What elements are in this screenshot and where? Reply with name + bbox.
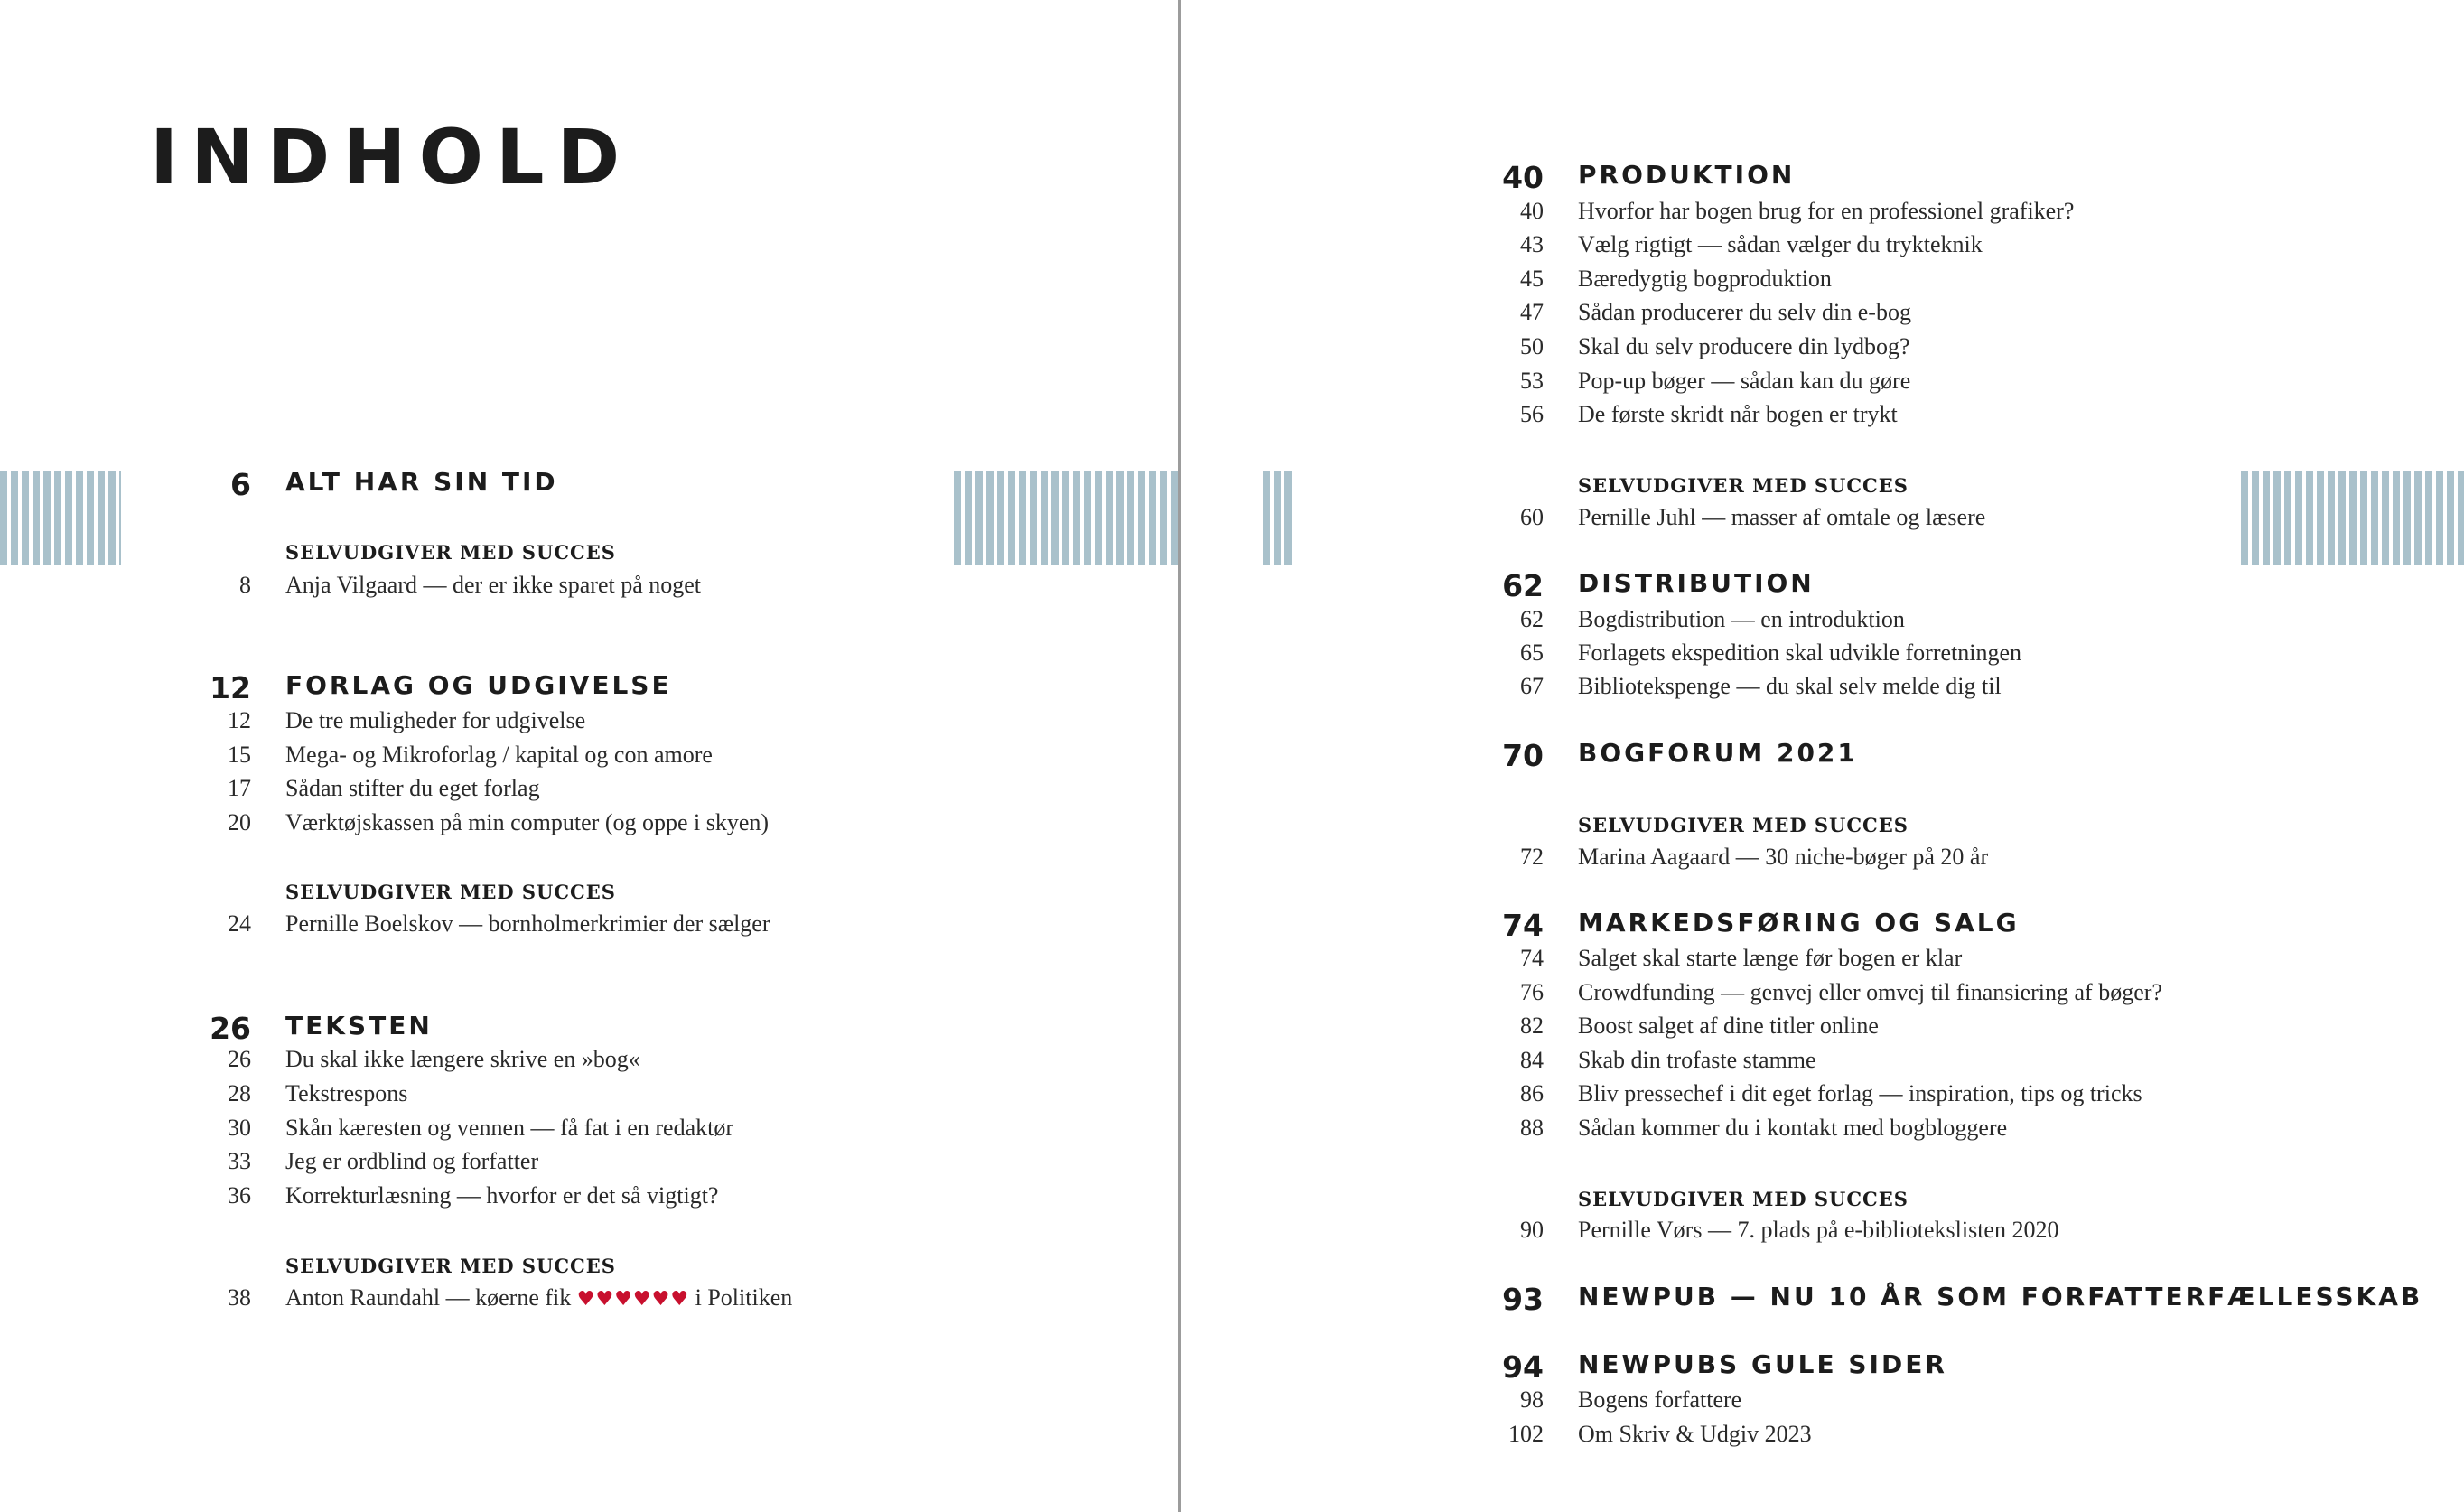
- entry-title: Mega- og Mikroforlag / kapital og con amore: [285, 742, 713, 768]
- entry-title: Bogens forfattere: [1578, 1386, 1742, 1413]
- toc-entry[interactable]: [1520, 333, 1910, 359]
- toc-entry[interactable]: [1520, 1217, 2059, 1243]
- spotlight-heading: SELVUDGIVER MED SUCCES: [285, 1255, 616, 1277]
- toc-entry[interactable]: [1520, 945, 1963, 971]
- entry-page-number: 45: [1520, 266, 1544, 292]
- toc-entry[interactable]: [228, 1046, 640, 1072]
- toc-entry[interactable]: [228, 1115, 734, 1141]
- entry-page-number: 15: [228, 742, 251, 768]
- toc-entry[interactable]: [1520, 606, 1905, 632]
- section-title: NEWPUB — NU 10 ÅR SOM FORFATTERFÆLLESSKAB: [1578, 1282, 2423, 1311]
- entry-title: Skån kæresten og vennen — få fat i en redaktør: [285, 1115, 734, 1141]
- stripe-band-left-outer: [0, 471, 121, 565]
- section-title: FORLAG OG UDGIVELSE: [285, 670, 672, 700]
- toc-entry[interactable]: [1520, 639, 2022, 666]
- section-page-number: 94: [1502, 1349, 1544, 1385]
- entry-page-number: 50: [1520, 333, 1544, 359]
- entry-title: Korrekturlæsning — hvorfor er det så vigtigt?: [285, 1182, 719, 1209]
- entry-title: Sådan kommer du i kontakt med bogbloggere: [1578, 1115, 2008, 1141]
- spotlight-heading: SELVUDGIVER MED SUCCES: [285, 881, 616, 903]
- entry-title: De tre muligheder for udgivelse: [285, 707, 586, 733]
- entry-page-number: 38: [228, 1284, 251, 1311]
- entry-page-number: 88: [1520, 1115, 1544, 1141]
- entry-page-number: 84: [1520, 1047, 1544, 1073]
- entry-page-number: 72: [1520, 844, 1544, 870]
- toc-entry[interactable]: [1520, 368, 1911, 394]
- entry-page-number: 26: [228, 1046, 251, 1072]
- toc-entry[interactable]: [228, 910, 770, 937]
- hearts-rating-icon: ♥♥♥♥♥♥: [576, 1288, 690, 1311]
- entry-page-number: 30: [228, 1115, 251, 1141]
- section-page-number: 26: [210, 1011, 251, 1046]
- entry-page-number: 65: [1520, 639, 1544, 666]
- left-page: [0, 0, 1180, 1512]
- entry-title: Pernille Juhl — masser af omtale og læsere: [1578, 504, 1986, 530]
- toc-entry[interactable]: [1520, 1386, 1742, 1413]
- toc-entry[interactable]: [228, 1182, 719, 1209]
- toc-entry[interactable]: [239, 572, 702, 598]
- toc-entry[interactable]: [228, 775, 540, 801]
- toc-entry[interactable]: [1520, 198, 2075, 224]
- entry-page-number: 76: [1520, 979, 1544, 1005]
- entry-title: Bæredygtig bogproduktion: [1578, 266, 1832, 292]
- entry-page-number: 60: [1520, 504, 1544, 530]
- page-title: INDHOLD: [150, 113, 633, 201]
- toc-section[interactable]: [210, 670, 672, 705]
- toc-section[interactable]: [210, 1011, 433, 1046]
- toc-section[interactable]: [1502, 1349, 1947, 1385]
- entry-title-start: Anton Raundahl — køerne fik: [285, 1284, 572, 1311]
- entry-title: Salget skal starte længe før bogen er klar: [1578, 945, 1963, 971]
- section-page-number: 40: [1502, 160, 1544, 195]
- entry-title: De første skridt når bogen er trykt: [1578, 401, 1898, 427]
- spotlight-heading: SELVUDGIVER MED SUCCES: [1578, 1188, 1909, 1210]
- section-page-number: 62: [1502, 568, 1544, 603]
- stripe-band-right-inner: [1263, 471, 1295, 565]
- section-page-number: 93: [1502, 1282, 1544, 1317]
- entry-page-number: 74: [1520, 945, 1544, 971]
- entry-page-number: 86: [1520, 1080, 1544, 1106]
- entry-title: Marina Aagaard — 30 niche-bøger på 20 år: [1578, 844, 1989, 870]
- entry-title: Sådan producerer du selv din e-bog: [1578, 299, 1911, 325]
- entry-title: Skal du selv producere din lydbog?: [1578, 333, 1910, 359]
- section-title: PRODUKTION: [1578, 160, 1796, 190]
- entry-title: Pop-up bøger — sådan kan du gøre: [1578, 368, 1911, 394]
- toc-entry[interactable]: [1520, 1115, 2008, 1141]
- toc-section[interactable]: [1502, 160, 1796, 195]
- spotlight-heading: SELVUDGIVER MED SUCCES: [1578, 474, 1909, 497]
- entry-page-number: 20: [228, 809, 251, 835]
- entry-title: Bibliotekspenge — du skal selv melde dig til: [1578, 673, 2002, 699]
- stripe-band-left-inner: [954, 471, 1178, 565]
- right-page: [1237, 0, 2464, 1512]
- entry-title: Hvorfor har bogen brug for en professionel grafiker?: [1578, 198, 2075, 224]
- entry-page-number: 56: [1520, 401, 1544, 427]
- entry-title: Forlagets ekspedition skal udvikle forretningen: [1578, 639, 2022, 666]
- entry-title: Vælg rigtigt — sådan vælger du trykteknik: [1578, 231, 1983, 257]
- toc-entry[interactable]: [1508, 1421, 1812, 1447]
- entry-page-number: 102: [1508, 1421, 1544, 1447]
- left-page-edge: [1178, 0, 1181, 1512]
- section-title: DISTRIBUTION: [1578, 568, 1815, 598]
- section-title: TEKSTEN: [285, 1011, 433, 1041]
- toc-entry[interactable]: [1520, 673, 2002, 699]
- toc-entry[interactable]: [1520, 299, 1911, 325]
- toc-entry[interactable]: [1520, 266, 1832, 292]
- entry-title: Crowdfunding — genvej eller omvej til finansiering af bøger?: [1578, 979, 2162, 1005]
- section-page-number: 6: [230, 467, 251, 502]
- section-page-number: 12: [210, 670, 251, 705]
- entry-page-number: 24: [228, 910, 251, 937]
- toc-entry[interactable]: [1520, 979, 2162, 1005]
- entry-title-end: i Politiken: [695, 1284, 793, 1311]
- entry-title: Tekstrespons: [285, 1080, 408, 1106]
- entry-page-number: 28: [228, 1080, 251, 1106]
- toc-section[interactable]: [230, 467, 558, 502]
- toc-entry[interactable]: [228, 1080, 408, 1106]
- entry-page-number: 98: [1520, 1386, 1544, 1413]
- section-title: NEWPUBS GULE SIDER: [1578, 1349, 1947, 1379]
- entry-page-number: 67: [1520, 673, 1544, 699]
- entry-title: Om Skriv & Udgiv 2023: [1578, 1421, 1812, 1447]
- entry-page-number: 82: [1520, 1013, 1544, 1039]
- entry-title: Anja Vilgaard — der er ikke sparet på noget: [285, 572, 702, 598]
- entry-title: Bogdistribution — en introduktion: [1578, 606, 1905, 632]
- section-page-number: 70: [1502, 738, 1544, 773]
- entry-page-number: 62: [1520, 606, 1544, 632]
- toc-section[interactable]: [1502, 908, 2020, 943]
- entry-page-number: 90: [1520, 1217, 1544, 1243]
- toc-entry[interactable]: [1520, 401, 1898, 427]
- entry-title: [285, 1286, 792, 1310]
- toc-entry[interactable]: [1520, 1080, 2142, 1106]
- toc-entry[interactable]: [1520, 844, 1989, 870]
- entry-page-number: 33: [228, 1148, 251, 1174]
- entry-page-number: 47: [1520, 299, 1544, 325]
- entry-title: Jeg er ordblind og forfatter: [285, 1148, 539, 1174]
- toc-entry[interactable]: [1520, 1013, 1879, 1039]
- toc-entry[interactable]: [1520, 1047, 1816, 1073]
- toc-entry[interactable]: [228, 1284, 793, 1311]
- entry-page-number: 8: [239, 572, 251, 598]
- entry-title: Sådan stifter du eget forlag: [285, 775, 540, 801]
- entry-title: Du skal ikke længere skrive en »bog«: [285, 1046, 640, 1072]
- toc-entry[interactable]: [228, 809, 770, 835]
- spotlight-heading: SELVUDGIVER MED SUCCES: [1578, 814, 1909, 836]
- section-title: ALT HAR SIN TID: [285, 467, 558, 497]
- entry-page-number: 40: [1520, 198, 1544, 224]
- entry-page-number: 36: [228, 1182, 251, 1209]
- toc-section[interactable]: [1502, 1282, 2423, 1317]
- entry-title: Pernille Boelskov — bornholmerkrimier der sælger: [285, 910, 770, 937]
- entry-title: Bliv pressechef i dit eget forlag — inspiration, tips og tricks: [1578, 1080, 2142, 1106]
- section-title: MARKEDSFØRING OG SALG: [1578, 908, 2020, 938]
- toc-section[interactable]: [1502, 568, 1815, 603]
- entry-title: Værktøjskassen på min computer (og oppe i skyen): [285, 809, 770, 835]
- section-title: BOGFORUM 2021: [1578, 738, 1858, 768]
- spotlight-heading: SELVUDGIVER MED SUCCES: [285, 541, 616, 564]
- entry-title: Boost salget af dine titler online: [1578, 1013, 1879, 1039]
- toc-section[interactable]: [1502, 738, 1858, 773]
- section-page-number: 74: [1502, 908, 1544, 943]
- entry-page-number: 17: [228, 775, 251, 801]
- toc-entry[interactable]: [228, 742, 713, 768]
- toc-entry[interactable]: [1520, 231, 1983, 257]
- entry-title: Pernille Vørs — 7. plads på e-bibliotekslisten 2020: [1578, 1217, 2059, 1243]
- entry-page-number: 53: [1520, 368, 1544, 394]
- toc-entry[interactable]: [228, 707, 586, 733]
- stripe-band-right-outer: [2241, 471, 2464, 565]
- toc-entry[interactable]: [1520, 504, 1986, 530]
- entry-title: Skab din trofaste stamme: [1578, 1047, 1816, 1073]
- entry-page-number: 43: [1520, 231, 1544, 257]
- entry-page-number: 12: [228, 707, 251, 733]
- toc-entry[interactable]: [228, 1148, 539, 1174]
